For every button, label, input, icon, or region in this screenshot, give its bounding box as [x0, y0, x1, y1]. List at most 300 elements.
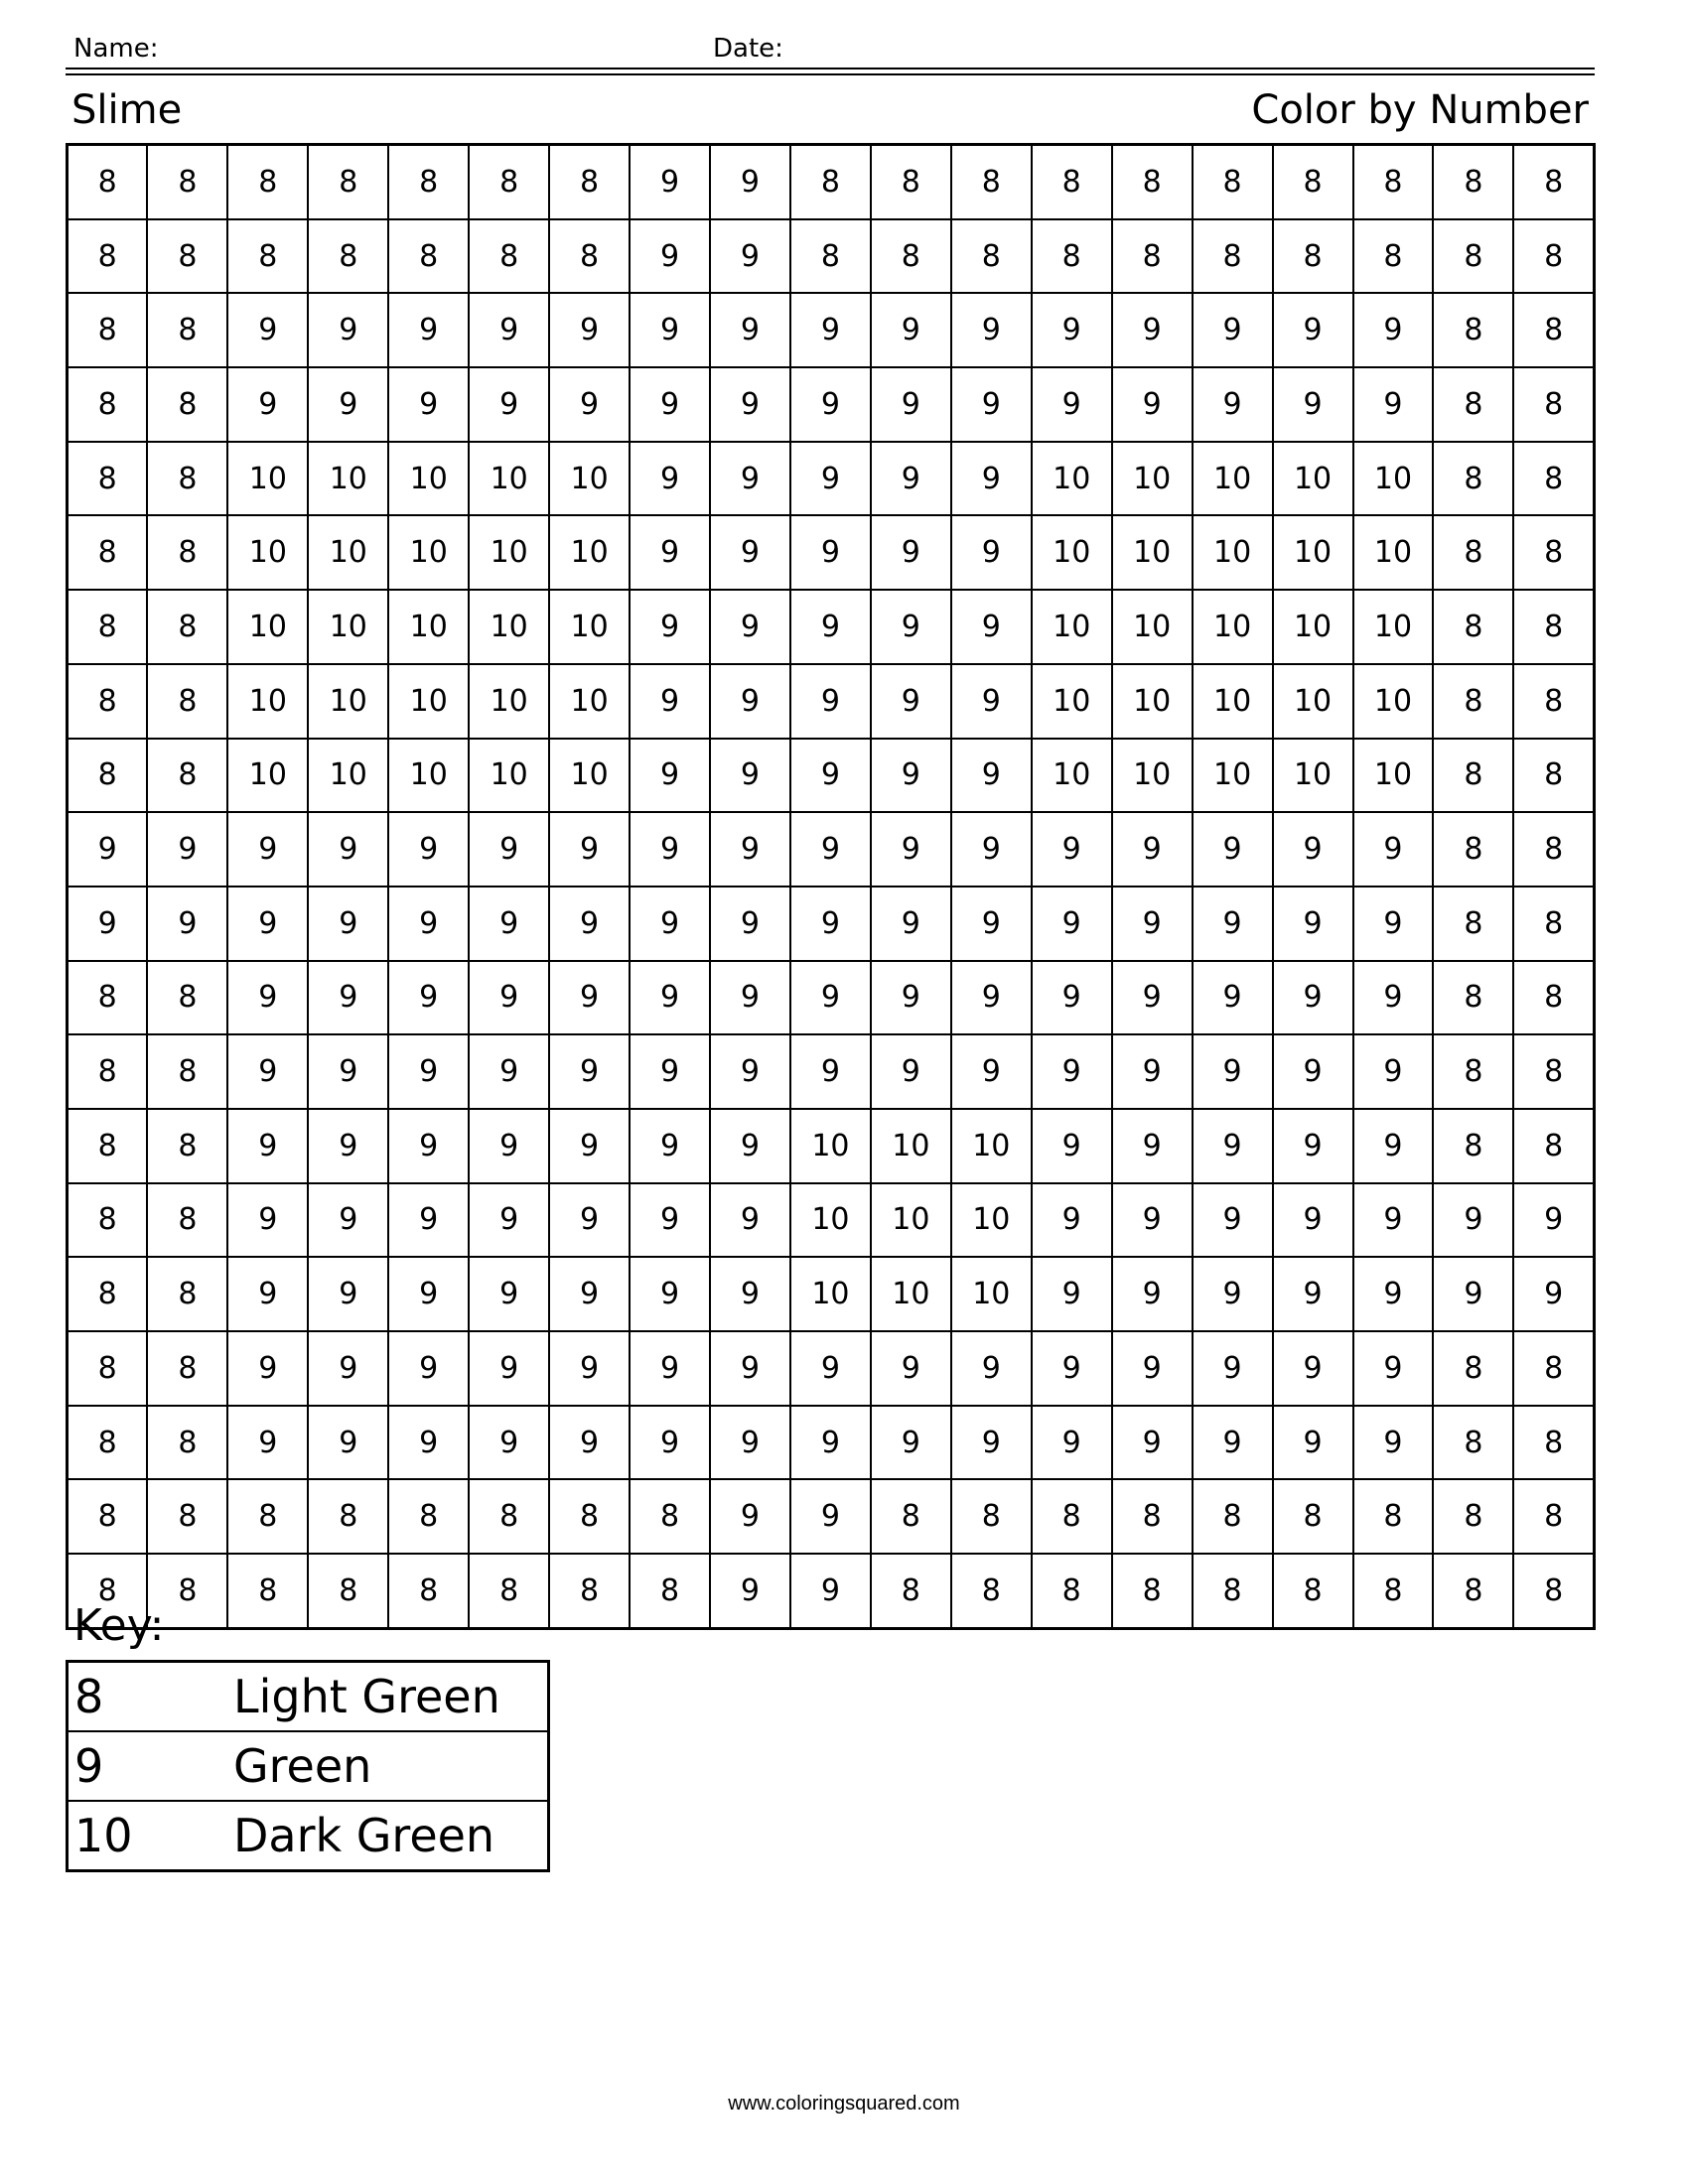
grid-cell[interactable]: 9	[871, 515, 951, 590]
grid-cell[interactable]: 9	[388, 1034, 469, 1109]
grid-cell[interactable]: 8	[790, 219, 871, 294]
grid-cell[interactable]: 8	[1513, 664, 1594, 739]
grid-cell[interactable]: 9	[308, 1109, 388, 1183]
grid-cell[interactable]: 9	[630, 739, 710, 813]
grid-cell[interactable]: 9	[1353, 1331, 1434, 1406]
grid-cell[interactable]: 9	[871, 1406, 951, 1480]
grid-cell[interactable]: 9	[1353, 1406, 1434, 1480]
grid-cell[interactable]: 9	[710, 1554, 790, 1628]
grid-cell[interactable]: 9	[1353, 1109, 1434, 1183]
grid-cell[interactable]: 9	[1273, 961, 1353, 1035]
grid-cell[interactable]: 9	[549, 1331, 630, 1406]
grid-cell[interactable]: 8	[1433, 442, 1513, 516]
grid-cell[interactable]: 8	[68, 442, 148, 516]
grid-cell[interactable]: 9	[147, 887, 227, 961]
grid-cell[interactable]: 8	[1513, 219, 1594, 294]
grid-cell[interactable]: 8	[1112, 145, 1193, 219]
grid-cell[interactable]: 9	[68, 812, 148, 887]
grid-cell[interactable]: 9	[710, 739, 790, 813]
grid-cell[interactable]: 8	[790, 145, 871, 219]
grid-cell[interactable]: 9	[227, 1257, 308, 1331]
grid-cell[interactable]: 9	[630, 812, 710, 887]
grid-cell[interactable]: 9	[469, 1331, 549, 1406]
grid-cell[interactable]: 8	[1353, 219, 1434, 294]
grid-cell[interactable]: 9	[1112, 1406, 1193, 1480]
grid-cell[interactable]: 9	[227, 961, 308, 1035]
grid-cell[interactable]: 9	[1273, 1406, 1353, 1480]
grid-cell[interactable]: 9	[630, 887, 710, 961]
grid-cell[interactable]: 8	[469, 219, 549, 294]
grid-cell[interactable]: 9	[1032, 887, 1112, 961]
grid-cell[interactable]: 9	[549, 961, 630, 1035]
grid-cell[interactable]: 8	[68, 1406, 148, 1480]
grid-cell[interactable]: 10	[1032, 664, 1112, 739]
grid-cell[interactable]: 8	[549, 145, 630, 219]
grid-cell[interactable]: 10	[871, 1257, 951, 1331]
grid-cell[interactable]: 10	[549, 442, 630, 516]
grid-cell[interactable]: 8	[1112, 1479, 1193, 1554]
grid-cell[interactable]: 8	[1513, 812, 1594, 887]
grid-cell[interactable]: 10	[871, 1109, 951, 1183]
grid-cell[interactable]: 8	[388, 219, 469, 294]
grid-cell[interactable]: 8	[1273, 1479, 1353, 1554]
grid-cell[interactable]: 9	[308, 1331, 388, 1406]
grid-cell[interactable]: 9	[147, 812, 227, 887]
grid-cell[interactable]: 8	[1433, 219, 1513, 294]
grid-cell[interactable]: 8	[1193, 219, 1273, 294]
grid-cell[interactable]: 9	[630, 1406, 710, 1480]
grid-cell[interactable]: 9	[1353, 1034, 1434, 1109]
grid-cell[interactable]: 9	[469, 293, 549, 367]
grid-cell[interactable]: 8	[147, 293, 227, 367]
grid-cell[interactable]: 9	[951, 887, 1032, 961]
grid-cell[interactable]: 9	[469, 961, 549, 1035]
grid-cell[interactable]: 9	[710, 1406, 790, 1480]
grid-cell[interactable]: 8	[871, 145, 951, 219]
grid-cell[interactable]: 8	[147, 739, 227, 813]
grid-cell[interactable]: 8	[469, 1554, 549, 1628]
grid-cell[interactable]: 9	[710, 1257, 790, 1331]
grid-cell[interactable]: 10	[790, 1257, 871, 1331]
grid-cell[interactable]: 10	[1112, 442, 1193, 516]
grid-cell[interactable]: 9	[951, 961, 1032, 1035]
grid-cell[interactable]: 8	[147, 219, 227, 294]
grid-cell[interactable]: 9	[388, 1109, 469, 1183]
grid-cell[interactable]: 9	[1112, 1109, 1193, 1183]
grid-cell[interactable]: 10	[1112, 739, 1193, 813]
grid-cell[interactable]: 10	[549, 664, 630, 739]
grid-cell[interactable]: 8	[1513, 1109, 1594, 1183]
grid-cell[interactable]: 9	[1193, 1406, 1273, 1480]
grid-cell[interactable]: 9	[951, 1331, 1032, 1406]
grid-cell[interactable]: 10	[1273, 739, 1353, 813]
grid-cell[interactable]: 9	[790, 812, 871, 887]
grid-cell[interactable]: 8	[227, 1554, 308, 1628]
grid-cell[interactable]: 10	[227, 442, 308, 516]
grid-cell[interactable]: 8	[549, 1554, 630, 1628]
grid-cell[interactable]: 9	[871, 1331, 951, 1406]
grid-cell[interactable]: 9	[710, 1034, 790, 1109]
grid-cell[interactable]: 9	[308, 812, 388, 887]
grid-cell[interactable]: 8	[1513, 1406, 1594, 1480]
grid-cell[interactable]: 10	[1112, 590, 1193, 664]
grid-cell[interactable]: 8	[1433, 1109, 1513, 1183]
grid-cell[interactable]: 8	[68, 1479, 148, 1554]
grid-cell[interactable]: 10	[1193, 590, 1273, 664]
grid-cell[interactable]: 10	[1112, 664, 1193, 739]
grid-cell[interactable]: 8	[1513, 961, 1594, 1035]
grid-cell[interactable]: 8	[1273, 1554, 1353, 1628]
grid-cell[interactable]: 10	[227, 664, 308, 739]
grid-cell[interactable]: 9	[1193, 961, 1273, 1035]
grid-cell[interactable]: 8	[308, 219, 388, 294]
grid-cell[interactable]: 9	[549, 1406, 630, 1480]
grid-cell[interactable]: 8	[68, 1183, 148, 1258]
grid-cell[interactable]: 10	[1193, 515, 1273, 590]
grid-cell[interactable]: 9	[549, 293, 630, 367]
grid-cell[interactable]: 9	[630, 442, 710, 516]
grid-cell[interactable]: 8	[1513, 1554, 1594, 1628]
grid-cell[interactable]: 9	[1112, 1034, 1193, 1109]
grid-cell[interactable]: 9	[871, 293, 951, 367]
grid-cell[interactable]: 9	[871, 1034, 951, 1109]
grid-cell[interactable]: 8	[871, 1554, 951, 1628]
grid-cell[interactable]: 10	[1273, 590, 1353, 664]
grid-cell[interactable]: 9	[790, 515, 871, 590]
grid-cell[interactable]: 10	[1353, 590, 1434, 664]
grid-cell[interactable]: 10	[388, 739, 469, 813]
grid-cell[interactable]: 8	[1433, 739, 1513, 813]
grid-cell[interactable]: 9	[308, 1406, 388, 1480]
grid-cell[interactable]: 9	[469, 1109, 549, 1183]
grid-cell[interactable]: 8	[68, 1109, 148, 1183]
grid-cell[interactable]: 10	[951, 1257, 1032, 1331]
grid-cell[interactable]: 8	[1513, 1034, 1594, 1109]
grid-cell[interactable]: 9	[790, 1034, 871, 1109]
grid-cell[interactable]: 8	[1112, 219, 1193, 294]
grid-cell[interactable]: 8	[227, 145, 308, 219]
grid-cell[interactable]: 8	[308, 1479, 388, 1554]
grid-cell[interactable]: 8	[469, 1479, 549, 1554]
grid-cell[interactable]: 9	[1273, 1331, 1353, 1406]
grid-cell[interactable]: 9	[951, 1406, 1032, 1480]
grid-cell[interactable]: 8	[68, 1257, 148, 1331]
grid-cell[interactable]: 9	[871, 812, 951, 887]
grid-cell[interactable]: 10	[227, 739, 308, 813]
grid-cell[interactable]: 9	[951, 367, 1032, 442]
grid-cell[interactable]: 9	[1032, 1109, 1112, 1183]
grid-cell[interactable]: 8	[1433, 664, 1513, 739]
grid-cell[interactable]: 10	[871, 1183, 951, 1258]
grid-cell[interactable]: 8	[68, 1554, 148, 1628]
grid-cell[interactable]: 8	[1032, 219, 1112, 294]
grid-cell[interactable]: 9	[871, 367, 951, 442]
grid-cell[interactable]: 9	[1193, 1183, 1273, 1258]
grid-cell[interactable]: 8	[1433, 1406, 1513, 1480]
grid-cell[interactable]: 8	[1433, 812, 1513, 887]
grid-cell[interactable]: 9	[388, 367, 469, 442]
grid-cell[interactable]: 9	[308, 293, 388, 367]
grid-cell[interactable]: 9	[630, 145, 710, 219]
grid-cell[interactable]: 10	[469, 590, 549, 664]
grid-cell[interactable]: 10	[308, 664, 388, 739]
grid-cell[interactable]: 9	[710, 293, 790, 367]
grid-cell[interactable]: 9	[710, 1331, 790, 1406]
grid-cell[interactable]: 9	[549, 812, 630, 887]
grid-cell[interactable]: 9	[1433, 1183, 1513, 1258]
grid-cell[interactable]: 10	[1193, 739, 1273, 813]
grid-cell[interactable]: 9	[388, 1183, 469, 1258]
grid-cell[interactable]: 8	[147, 1554, 227, 1628]
grid-cell[interactable]: 9	[1032, 293, 1112, 367]
grid-cell[interactable]: 8	[1353, 1554, 1434, 1628]
grid-cell[interactable]: 9	[227, 1034, 308, 1109]
grid-cell[interactable]: 9	[710, 1183, 790, 1258]
grid-cell[interactable]: 9	[790, 1554, 871, 1628]
grid-cell[interactable]: 9	[710, 515, 790, 590]
grid-cell[interactable]: 10	[790, 1109, 871, 1183]
grid-cell[interactable]: 8	[308, 1554, 388, 1628]
grid-cell[interactable]: 10	[469, 664, 549, 739]
grid-cell[interactable]: 9	[1273, 1034, 1353, 1109]
grid-cell[interactable]: 9	[1353, 812, 1434, 887]
grid-cell[interactable]: 10	[549, 590, 630, 664]
grid-cell[interactable]: 8	[1353, 145, 1434, 219]
grid-cell[interactable]: 8	[951, 219, 1032, 294]
grid-cell[interactable]: 9	[549, 367, 630, 442]
grid-cell[interactable]: 8	[147, 515, 227, 590]
grid-cell[interactable]: 9	[951, 812, 1032, 887]
grid-cell[interactable]: 9	[951, 1034, 1032, 1109]
grid-cell[interactable]: 10	[1353, 442, 1434, 516]
grid-cell[interactable]: 10	[308, 739, 388, 813]
grid-cell[interactable]: 9	[630, 1331, 710, 1406]
grid-cell[interactable]: 9	[1353, 1257, 1434, 1331]
grid-cell[interactable]: 8	[147, 1406, 227, 1480]
grid-cell[interactable]: 10	[549, 515, 630, 590]
grid-cell[interactable]: 9	[388, 293, 469, 367]
grid-cell[interactable]: 8	[147, 1257, 227, 1331]
grid-cell[interactable]: 9	[790, 887, 871, 961]
grid-cell[interactable]: 8	[1513, 293, 1594, 367]
grid-cell[interactable]: 10	[951, 1109, 1032, 1183]
grid-cell[interactable]: 8	[308, 145, 388, 219]
grid-cell[interactable]: 8	[1513, 515, 1594, 590]
grid-cell[interactable]: 9	[227, 1109, 308, 1183]
grid-cell[interactable]: 8	[1193, 145, 1273, 219]
grid-cell[interactable]: 9	[630, 367, 710, 442]
grid-cell[interactable]: 9	[308, 961, 388, 1035]
grid-cell[interactable]: 8	[1433, 515, 1513, 590]
grid-cell[interactable]: 10	[469, 739, 549, 813]
grid-cell[interactable]: 9	[630, 1034, 710, 1109]
grid-cell[interactable]: 8	[1433, 293, 1513, 367]
grid-cell[interactable]: 8	[1273, 145, 1353, 219]
grid-cell[interactable]: 9	[549, 887, 630, 961]
grid-cell[interactable]: 9	[1513, 1183, 1594, 1258]
grid-cell[interactable]: 9	[1112, 293, 1193, 367]
grid-cell[interactable]: 9	[710, 1109, 790, 1183]
grid-cell[interactable]: 9	[630, 664, 710, 739]
grid-cell[interactable]: 8	[147, 1183, 227, 1258]
grid-cell[interactable]: 9	[871, 887, 951, 961]
grid-cell[interactable]: 9	[1273, 1257, 1353, 1331]
grid-cell[interactable]: 9	[1513, 1257, 1594, 1331]
grid-cell[interactable]: 9	[549, 1257, 630, 1331]
grid-cell[interactable]: 10	[388, 664, 469, 739]
grid-cell[interactable]: 9	[871, 961, 951, 1035]
grid-cell[interactable]: 9	[227, 1183, 308, 1258]
grid-cell[interactable]: 10	[308, 515, 388, 590]
grid-cell[interactable]: 10	[1193, 664, 1273, 739]
grid-cell[interactable]: 8	[1433, 887, 1513, 961]
grid-cell[interactable]: 10	[1273, 664, 1353, 739]
grid-cell[interactable]: 8	[68, 293, 148, 367]
grid-cell[interactable]: 9	[388, 1331, 469, 1406]
grid-cell[interactable]: 8	[1433, 1331, 1513, 1406]
grid-cell[interactable]: 9	[549, 1183, 630, 1258]
grid-cell[interactable]: 8	[388, 1479, 469, 1554]
grid-cell[interactable]: 10	[1353, 739, 1434, 813]
grid-cell[interactable]: 10	[388, 515, 469, 590]
grid-cell[interactable]: 9	[1353, 961, 1434, 1035]
grid-cell[interactable]: 9	[388, 961, 469, 1035]
grid-cell[interactable]: 8	[1433, 367, 1513, 442]
grid-cell[interactable]: 9	[710, 590, 790, 664]
grid-cell[interactable]: 9	[630, 293, 710, 367]
grid-cell[interactable]: 8	[68, 145, 148, 219]
grid-cell[interactable]: 9	[1032, 1034, 1112, 1109]
grid-cell[interactable]: 8	[1433, 590, 1513, 664]
grid-cell[interactable]: 8	[227, 1479, 308, 1554]
grid-cell[interactable]: 8	[147, 1034, 227, 1109]
grid-cell[interactable]: 9	[1032, 367, 1112, 442]
grid-cell[interactable]: 10	[227, 590, 308, 664]
grid-cell[interactable]: 9	[710, 442, 790, 516]
grid-cell[interactable]: 10	[388, 442, 469, 516]
grid-cell[interactable]: 8	[68, 1331, 148, 1406]
grid-cell[interactable]: 10	[1193, 442, 1273, 516]
grid-cell[interactable]: 8	[147, 145, 227, 219]
grid-cell[interactable]: 9	[790, 664, 871, 739]
grid-cell[interactable]: 9	[1032, 1406, 1112, 1480]
grid-cell[interactable]: 10	[1273, 442, 1353, 516]
grid-cell[interactable]: 10	[469, 515, 549, 590]
grid-cell[interactable]: 9	[790, 1479, 871, 1554]
grid-cell[interactable]: 8	[1513, 590, 1594, 664]
grid-cell[interactable]: 9	[1273, 1183, 1353, 1258]
grid-cell[interactable]: 8	[388, 145, 469, 219]
grid-cell[interactable]: 9	[630, 1183, 710, 1258]
grid-cell[interactable]: 10	[1032, 590, 1112, 664]
grid-cell[interactable]: 9	[790, 961, 871, 1035]
grid-cell[interactable]: 9	[710, 219, 790, 294]
grid-cell[interactable]: 9	[1112, 812, 1193, 887]
grid-cell[interactable]: 10	[388, 590, 469, 664]
grid-cell[interactable]: 9	[871, 590, 951, 664]
grid-cell[interactable]: 9	[1273, 293, 1353, 367]
grid-cell[interactable]: 10	[469, 442, 549, 516]
grid-cell[interactable]: 10	[1273, 515, 1353, 590]
grid-cell[interactable]: 9	[1273, 887, 1353, 961]
grid-cell[interactable]: 8	[1032, 1479, 1112, 1554]
grid-cell[interactable]: 9	[1193, 887, 1273, 961]
grid-cell[interactable]: 9	[1032, 1331, 1112, 1406]
grid-cell[interactable]: 8	[147, 664, 227, 739]
grid-cell[interactable]: 8	[147, 367, 227, 442]
grid-cell[interactable]: 9	[710, 812, 790, 887]
grid-cell[interactable]: 9	[710, 887, 790, 961]
grid-cell[interactable]: 8	[147, 1109, 227, 1183]
grid-cell[interactable]: 8	[147, 590, 227, 664]
grid-cell[interactable]: 9	[469, 1257, 549, 1331]
grid-cell[interactable]: 9	[951, 739, 1032, 813]
grid-cell[interactable]: 8	[871, 219, 951, 294]
grid-cell[interactable]: 10	[1353, 515, 1434, 590]
grid-cell[interactable]: 9	[1112, 1183, 1193, 1258]
grid-cell[interactable]: 8	[68, 1034, 148, 1109]
grid-cell[interactable]: 9	[388, 1257, 469, 1331]
grid-cell[interactable]: 9	[388, 1406, 469, 1480]
grid-cell[interactable]: 8	[1513, 1331, 1594, 1406]
grid-cell[interactable]: 9	[1112, 887, 1193, 961]
grid-cell[interactable]: 8	[1513, 887, 1594, 961]
grid-cell[interactable]: 9	[308, 1257, 388, 1331]
grid-cell[interactable]: 8	[68, 219, 148, 294]
grid-cell[interactable]: 9	[710, 145, 790, 219]
grid-cell[interactable]: 8	[1433, 145, 1513, 219]
grid-cell[interactable]: 9	[790, 1406, 871, 1480]
grid-cell[interactable]: 9	[710, 1479, 790, 1554]
grid-cell[interactable]: 10	[1032, 515, 1112, 590]
grid-cell[interactable]: 9	[1193, 1034, 1273, 1109]
grid-cell[interactable]: 9	[227, 887, 308, 961]
grid-cell[interactable]: 8	[1353, 1479, 1434, 1554]
grid-cell[interactable]: 9	[1193, 367, 1273, 442]
grid-cell[interactable]: 8	[68, 367, 148, 442]
grid-cell[interactable]: 8	[1513, 145, 1594, 219]
grid-cell[interactable]: 8	[1032, 145, 1112, 219]
grid-cell[interactable]: 9	[227, 293, 308, 367]
grid-cell[interactable]: 8	[147, 442, 227, 516]
grid-cell[interactable]: 9	[227, 367, 308, 442]
grid-cell[interactable]: 9	[1112, 367, 1193, 442]
grid-cell[interactable]: 9	[308, 887, 388, 961]
grid-cell[interactable]: 8	[549, 1479, 630, 1554]
grid-cell[interactable]: 10	[227, 515, 308, 590]
grid-cell[interactable]: 9	[308, 367, 388, 442]
grid-cell[interactable]: 8	[227, 219, 308, 294]
grid-cell[interactable]: 8	[1433, 1034, 1513, 1109]
grid-cell[interactable]: 9	[227, 1406, 308, 1480]
grid-cell[interactable]: 9	[1032, 1183, 1112, 1258]
grid-cell[interactable]: 9	[630, 590, 710, 664]
grid-cell[interactable]: 8	[68, 515, 148, 590]
grid-cell[interactable]: 9	[710, 367, 790, 442]
grid-cell[interactable]: 8	[68, 739, 148, 813]
grid-cell[interactable]: 8	[1433, 1554, 1513, 1628]
grid-cell[interactable]: 9	[871, 442, 951, 516]
grid-cell[interactable]: 8	[388, 1554, 469, 1628]
grid-cell[interactable]: 10	[308, 590, 388, 664]
grid-cell[interactable]: 8	[951, 1479, 1032, 1554]
grid-cell[interactable]: 9	[871, 739, 951, 813]
grid-cell[interactable]: 9	[68, 887, 148, 961]
grid-cell[interactable]: 9	[951, 293, 1032, 367]
grid-cell[interactable]: 9	[790, 293, 871, 367]
grid-cell[interactable]: 9	[630, 219, 710, 294]
grid-cell[interactable]: 8	[147, 1331, 227, 1406]
